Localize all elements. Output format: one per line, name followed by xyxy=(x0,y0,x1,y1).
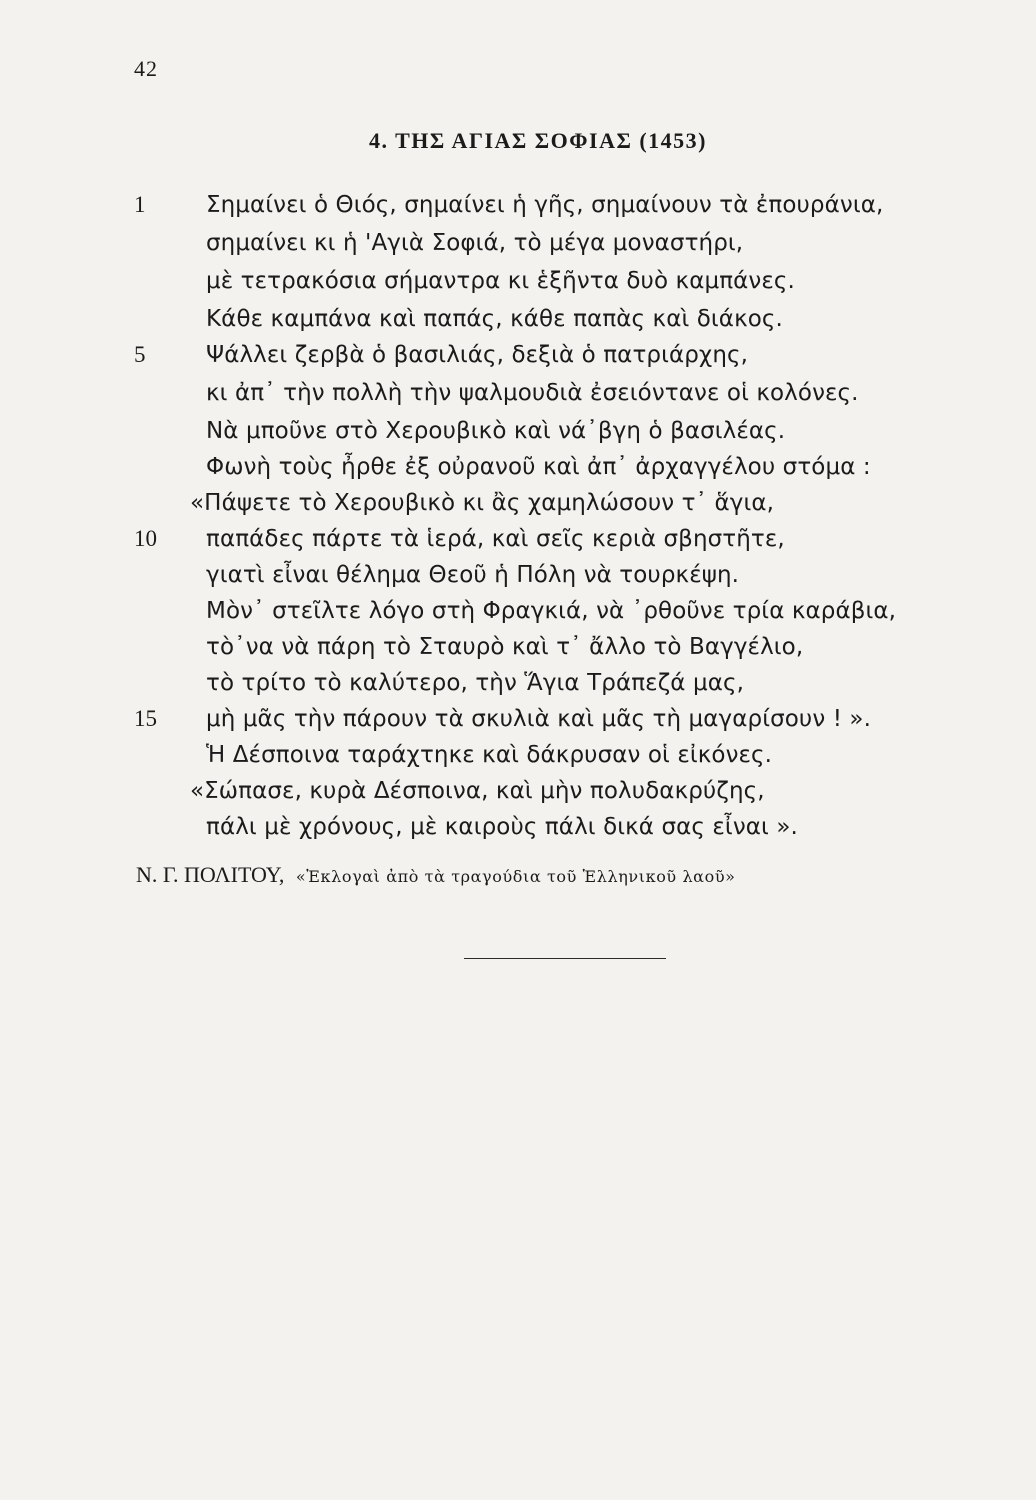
line-number: 10 xyxy=(134,526,157,551)
line-text: «Σώπασε, κυρὰ Δέσποινα, καὶ μὴν πολυδακρύζης, xyxy=(190,778,765,804)
line-text: γιατὶ εἶναι θέλημα Θεοῦ ἡ Πόλη νὰ τουρκέψη. xyxy=(206,562,740,588)
poem-line xyxy=(0,670,1036,708)
citation-author: Ν. Γ. ΠΟΛΙΤΟΥ, xyxy=(136,862,285,887)
citation-work: «Ἐκλογαὶ ἀπὸ τὰ τραγούδια τοῦ Ἑλληνικοῦ λαοῦ» xyxy=(295,867,736,886)
poem-line xyxy=(0,634,1036,672)
line-text: κι ἀπ᾽ τὴν πολλὴ τὴν ψαλμουδιὰ ἐσειόντανε οἱ κολόνες. xyxy=(206,380,859,406)
line-text: Φωνὴ τοὺς ἦρθε ἐξ οὐρανοῦ καὶ ἀπ᾽ ἀρχαγγέλου στόμα : xyxy=(206,454,871,480)
poem-line xyxy=(0,490,1036,528)
poem-line xyxy=(0,562,1036,600)
line-text: τὸ τρίτο τὸ καλύτερο, τὴν Ἅγια Τράπεζά μας, xyxy=(206,670,744,696)
poem-line xyxy=(0,814,1036,852)
section-divider xyxy=(464,958,666,959)
line-text: μὴ μᾶς τὴν πάρουν τὰ σκυλιὰ καὶ μᾶς τὴ μαγαρίσουν ! ». xyxy=(206,706,872,732)
line-text: Νὰ μποῦνε στὸ Χερουβικὸ καὶ νά᾽βγη ὁ βασιλέας. xyxy=(206,418,786,444)
line-text: Μὸν᾽ στεῖλτε λόγο στὴ Φραγκιά, νὰ ᾽ρθοῦνε τρία καράβια, xyxy=(206,598,897,624)
line-text: Ἡ Δέσποινα ταράχτηκε καὶ δάκρυσαν οἱ εἰκόνες. xyxy=(206,742,773,768)
poem-line xyxy=(0,342,1036,380)
line-number: 1 xyxy=(134,192,146,217)
poem-line xyxy=(0,380,1036,418)
poem-line xyxy=(0,192,1036,230)
line-text: μὲ τετρακόσια σήμαντρα κι ἑξῆντα δυὸ καμπάνες. xyxy=(206,268,795,294)
line-text: παπάδες πάρτε τὰ ἱερά, καὶ σεῖς κεριὰ σβηστῆτε, xyxy=(206,526,785,552)
poem-line xyxy=(0,598,1036,636)
line-text: πάλι μὲ χρόνους, μὲ καιροὺς πάλι δικά σας εἶναι ». xyxy=(206,814,798,840)
poem-line xyxy=(0,454,1036,492)
line-number: 5 xyxy=(134,342,146,367)
poem-line xyxy=(0,418,1036,456)
poem-line xyxy=(0,526,1036,564)
line-text: Κάθε καμπάνα καὶ παπάς, κάθε παπὰς καὶ διάκος. xyxy=(206,306,783,332)
poem-line xyxy=(0,706,1036,744)
line-text: Σημαίνει ὁ Θιός, σημαίνει ἡ γῆς, σημαίνουν τὰ ἐπουράνια, xyxy=(206,192,884,218)
poem-line xyxy=(0,742,1036,780)
poem-line xyxy=(0,230,1036,268)
line-text: τὸ᾽να νὰ πάρη τὸ Σταυρὸ καὶ τ᾽ ἄλλο τὸ Βαγγέλιο, xyxy=(206,634,804,660)
line-text: «Πάψετε τὸ Χερουβικὸ κι ἂς χαμηλώσουν τ᾽ ἅγια, xyxy=(190,490,775,516)
line-text: Ψάλλει ζερβὰ ὁ βασιλιάς, δεξιὰ ὁ πατριάρχης, xyxy=(206,342,749,368)
poem-line xyxy=(0,268,1036,306)
source-citation xyxy=(136,862,736,888)
poem-line xyxy=(0,306,1036,344)
poem-line xyxy=(0,778,1036,816)
line-text: σημαίνει κι ἡ 'Αγιὰ Σοφιά, τὸ μέγα μοναστήρι, xyxy=(206,230,744,256)
line-number: 15 xyxy=(134,706,157,731)
poem-title: 4. ΤΗΣ ΑΓΙΑΣ ΣΟΦΙΑΣ (1453) xyxy=(369,128,707,153)
page-number: 42 xyxy=(134,56,158,81)
